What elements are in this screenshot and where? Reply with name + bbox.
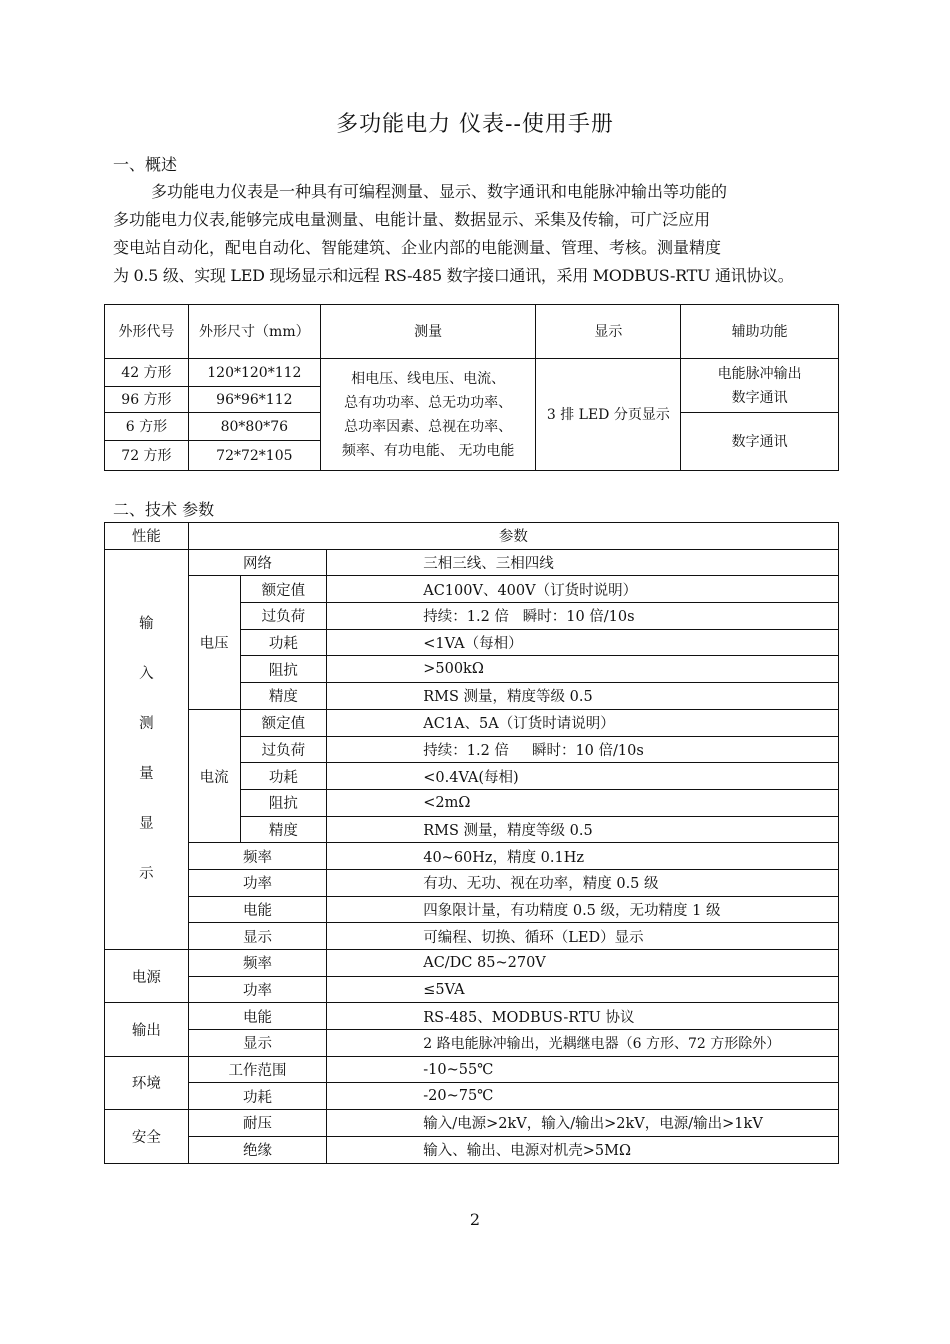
measure-line: 相电压、线电压、电流、	[351, 370, 506, 387]
spec-label: 绝缘	[188, 1136, 327, 1163]
model-code: 6 方形	[105, 413, 189, 441]
spec-value: 输入/电源>2kV，输入/输出>2kV，电源/输出>1kV	[327, 1110, 839, 1137]
table-row	[105, 1030, 839, 1057]
spec-label: 过负荷	[240, 736, 327, 763]
page-number: 2	[469, 1210, 481, 1229]
spec-label: 阻抗	[240, 656, 327, 683]
model-size: 96*96*112	[188, 387, 320, 413]
input-group-label	[105, 549, 189, 949]
spec-value: 输入、输出、电源对机壳>5MΩ	[327, 1136, 839, 1163]
table-row	[105, 523, 839, 550]
aux-cell-2: 数字通讯	[681, 413, 839, 471]
spec-label: 精度	[240, 816, 327, 843]
model-table	[104, 304, 839, 471]
spec-label: 频率	[188, 950, 327, 977]
section1-heading: 一、概述	[113, 155, 178, 174]
overview-line: 多功能电力仪表,能够完成电量测量、电能计量、数据显示、采集及传输，可广泛应用	[113, 210, 711, 229]
spec-value: AC100V、400V（订货时说明）	[327, 576, 839, 603]
table-row	[105, 709, 839, 736]
spec-value: 持续：1.2 倍 瞬时：10 倍/10s	[327, 736, 839, 763]
table-row	[105, 1056, 839, 1083]
spec-label: 额定值	[240, 576, 327, 603]
table-row	[105, 1083, 839, 1110]
spec-value: ≤5VA	[327, 976, 839, 1003]
model-size: 72*72*105	[188, 441, 320, 471]
measure-line: 总功率因素、总视在功率、	[344, 418, 513, 435]
model-code: 42 方形	[105, 359, 189, 387]
model-code: 72 方形	[105, 441, 189, 471]
table-row	[105, 1003, 839, 1030]
spec-label: 阻抗	[240, 789, 327, 816]
spec-label: 电能	[188, 1003, 327, 1030]
spec-table	[104, 522, 839, 1164]
spec-value: 四象限计量，有功精度 0.5 级，无功精度 1 级	[327, 896, 839, 923]
spec-value: 可编程、切换、循环（LED）显示	[327, 923, 839, 950]
spec-label: 功耗	[240, 629, 327, 656]
spec-value: RMS 测量，精度等级 0.5	[327, 816, 839, 843]
measure-cell	[320, 359, 536, 471]
spec-value: 三相三线、三相四线	[327, 549, 839, 576]
spec-label: 额定值	[240, 709, 327, 736]
table-row	[105, 896, 839, 923]
overview-line: 为 0.5 级、实现 LED 现场显示和远程 RS-485 数字接口通讯，采用 MODBUS-RTU 通讯协议。	[113, 266, 794, 285]
spec-value: <2mΩ	[327, 789, 839, 816]
page-title: 多功能电力 仪表--使用手册	[336, 112, 614, 137]
spec-label: 耐压	[188, 1110, 327, 1137]
header-aux: 辅助功能	[681, 305, 839, 359]
spec-value: <0.4VA(每相)	[327, 763, 839, 790]
spec-label: 精度	[240, 683, 327, 710]
group-char: 入	[139, 666, 154, 683]
aux-line: 数字通讯	[731, 389, 788, 406]
header-param: 参数	[188, 523, 838, 550]
header-perf: 性能	[105, 523, 189, 550]
spec-label: 功率	[188, 869, 327, 896]
group-char: 显	[139, 816, 154, 833]
spec-label: 显示	[188, 923, 327, 950]
safety-group-label: 安全	[105, 1110, 189, 1163]
header-size: 外形尺寸（mm）	[188, 305, 320, 359]
table-row	[105, 549, 839, 576]
output-group-label: 输出	[105, 1003, 189, 1056]
model-size: 80*80*76	[188, 413, 320, 441]
spec-value: RMS 测量，精度等级 0.5	[327, 683, 839, 710]
spec-label: 电能	[188, 896, 327, 923]
overview-line: 多功能电力仪表是一种具有可编程测量、显示、数字通讯和电能脉冲输出等功能的	[151, 182, 728, 201]
spec-value: -20~75℃	[327, 1083, 839, 1110]
spec-value: <1VA（每相）	[327, 629, 839, 656]
table-row	[105, 305, 839, 359]
header-display: 显示	[536, 305, 681, 359]
spec-label: 功率	[188, 976, 327, 1003]
spec-value: AC1A、5A（订货时请说明）	[327, 709, 839, 736]
voltage-label: 电压	[188, 576, 240, 709]
spec-label: 显示	[188, 1030, 327, 1057]
aux-cell-1	[681, 359, 839, 413]
spec-label: 网络	[188, 549, 327, 576]
table-row	[105, 359, 839, 387]
table-row	[105, 1110, 839, 1137]
power-group-label: 电源	[105, 950, 189, 1003]
spec-value: >500kΩ	[327, 656, 839, 683]
header-measure: 测量	[320, 305, 536, 359]
spec-label: 功耗	[240, 763, 327, 790]
spec-value: AC/DC 85~270V	[327, 950, 839, 977]
header-code: 外形代号	[105, 305, 189, 359]
model-code: 96 方形	[105, 387, 189, 413]
display-cell: 3 排 LED 分页显示	[536, 359, 681, 471]
model-size: 120*120*112	[188, 359, 320, 387]
spec-label: 工作范围	[188, 1056, 327, 1083]
current-label: 电流	[188, 709, 240, 842]
table-row	[105, 976, 839, 1003]
spec-label: 频率	[188, 843, 327, 870]
table-row	[105, 923, 839, 950]
table-row	[105, 950, 839, 977]
spec-value: 有功、无功、视在功率，精度 0.5 级	[327, 869, 839, 896]
overview-paragraph	[113, 178, 841, 290]
spec-value: -10~55℃	[327, 1056, 839, 1083]
aux-line: 电能脉冲输出	[717, 365, 802, 382]
table-row	[105, 869, 839, 896]
measure-line: 频率、有功电能、 无功电能	[341, 442, 515, 459]
spec-label: 功耗	[188, 1083, 327, 1110]
spec-value: RS-485、MODBUS-RTU 协议	[327, 1003, 839, 1030]
table-row	[105, 1136, 839, 1163]
overview-line: 变电站自动化，配电自动化、智能建筑、企业内部的电能测量、管理、考核。测量精度	[113, 238, 722, 257]
table-row	[105, 576, 839, 603]
spec-label: 过负荷	[240, 603, 327, 630]
spec-value: 持续：1.2 倍 瞬时：10 倍/10s	[327, 603, 839, 630]
section2-heading: 二、技术 参数	[113, 500, 215, 519]
measure-line: 总有功功率、总无功功率、	[344, 394, 513, 411]
table-row	[105, 843, 839, 870]
environment-group-label: 环境	[105, 1056, 189, 1109]
spec-value: 40~60Hz，精度 0.1Hz	[327, 843, 839, 870]
group-char: 示	[139, 866, 154, 883]
group-char: 测	[139, 716, 154, 733]
spec-value: 2 路电能脉冲输出，光耦继电器（6 方形、72 方形除外）	[327, 1030, 839, 1057]
group-char: 输	[139, 616, 154, 633]
group-char: 量	[139, 766, 154, 783]
